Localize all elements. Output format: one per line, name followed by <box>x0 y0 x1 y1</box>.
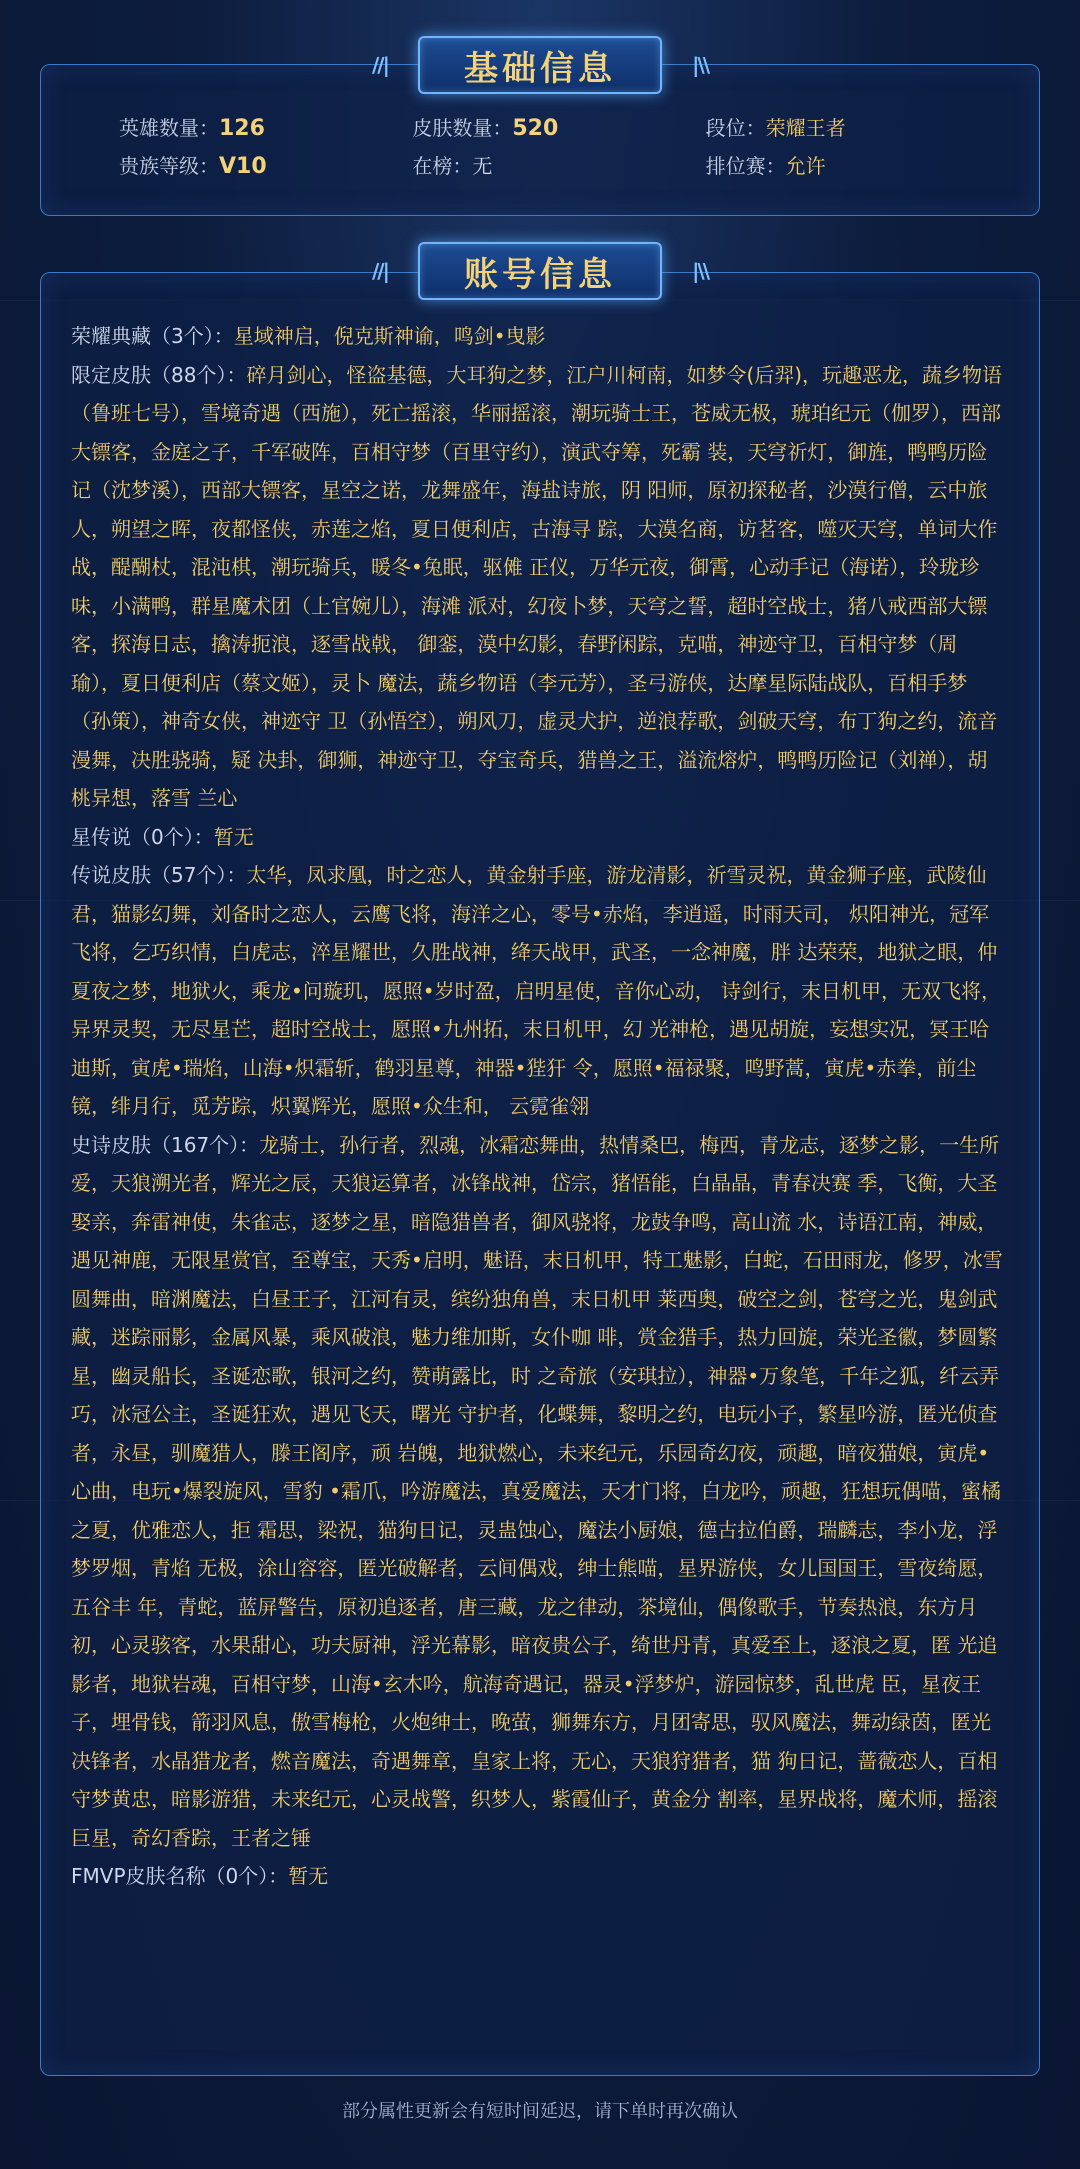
onlist-label: 在榜： <box>412 153 473 178</box>
skin-count-label: 皮肤数量： <box>412 115 513 140</box>
rank-value: 荣耀王者 <box>765 115 846 140</box>
star-legend <box>71 818 1006 857</box>
account-info-title <box>372 242 708 300</box>
limited-skins <box>71 356 1006 818</box>
hero-count <box>119 112 412 141</box>
glory-list: 星域神启，倪克斯神谕，鸣剑•曳影 <box>233 324 546 348</box>
fmvp-value: 暂无 <box>288 1864 329 1888</box>
account-info-title-text: 账号信息 <box>464 254 616 295</box>
limited-list: 碎月剑心，怪盗基德，大耳狗之梦，江户川柯南，如梦令(后羿)，玩趣恶龙，蔬乡物语（鲁班七号），雪境奇遇（西施），死亡摇滚，华丽摇滚，潮玩骑士王，苍威无极，琥珀纪元（伽罗），西部大镖客，金庭之子，千军破阵，百相守梦（百里守约），演武夺筹，死霸 装，天穹祈灯，御旌，鸭鸭历险记（沈梦溪），西部大镖客，星空之诺，龙舞盛年，海盐诗旅，阴 阳师，原初探秘者，沙漠行僧，云中旅人，朔望之晖，夜都怪侠，赤莲之焰，夏日便利店，古海寻 踪，大漠名商，访茗客，噬灭天穹，单词大作战，醍醐杖，混沌棋，潮玩骑兵，暖冬•兔眠，驱傩 正仪，万华元夜，御霄，心动手记（海诺），玲珑珍味，小满鸭，群星魔术团（上官婉儿），海滩 派对，幻夜卜梦，天穹之誓，超时空战士，猪八戒西部大镖客，探海日志，擒涛扼浪，逐雪战戟， 御銮，漠中幻影，春野闲踪，克喵，神迹守卫，百相守梦（周瑜），夏日便利店（蔡文姬），灵卜 魔法，蔬乡物语（李元芳），圣弓游侠，达摩星际陆战队，百相手梦（孙策），神奇女侠，神迹守 卫（孙悟空），朔风刀，虚灵犬护，逆浪荐歌，剑破天穹，布丁狗之约，流音漫舞，决胜骁骑，疑 决卦，御狮，神迹守卫，夺宝奇兵，猎兽之王，溢流熔炉，鸭鸭历险记（刘禅），胡桃异想，落雪 兰心 <box>71 362 1003 810</box>
glory-collection <box>71 317 1006 356</box>
legend-skins <box>71 856 1006 1126</box>
on-list <box>412 150 705 179</box>
rank-label: 段位： <box>705 115 766 140</box>
epic-skins <box>71 1126 1006 1858</box>
account-details <box>71 317 1006 1896</box>
onlist-value: 无 <box>472 153 493 178</box>
title-deco-right-icon: |\\ <box>692 53 708 77</box>
basic-info-grid <box>119 107 999 183</box>
ranked-match <box>706 150 999 179</box>
skin-count <box>412 112 705 141</box>
fmvp-label: FMVP皮肤名称（0个）： <box>71 1864 289 1888</box>
skin-count-value: 520 <box>512 115 559 141</box>
legend-label: 传说皮肤（57个）： <box>71 863 247 887</box>
glory-label: 荣耀典藏（3个）： <box>71 324 234 348</box>
account-info-panel <box>40 272 1040 2076</box>
legend-list: 太华，凤求凰，时之恋人，黄金射手座，游龙清影，祈雪灵祝，黄金狮子座，武陵仙君，猫影幻舞，刘备时之恋人，云鹰飞将，海洋之心，零号•赤焰，李逍遥，时雨天司， 炽阳神光，冠军飞将，乞巧织情，白虎志，淬星耀世，久胜战神，绛天战甲，武圣，一念神魔，胖 达荣荣，地狱之眼，仲夏夜之梦，地狱火，乘龙•问璇玑，愿照•岁时盈，启明星使，音你心动， 诗剑行，末日机甲，无双飞将，异界灵契，无尽星芒，超时空战士，愿照•九州拓，末日机甲，幻 光神枪，遇见胡旋，妄想实况，冥王哈迪斯，寅虎•瑞焰，山海•炽霜斩，鹤羽星尊，神器•狴犴 令，愿照•福禄聚，鸣野蒿，寅虎•赤拳，前尘镜，绯月行，觅芳踪，炽翼辉光，愿照•众生和， 云霓雀翎 <box>71 863 1001 1118</box>
epic-list: 龙骑士，孙行者，烈魂，冰霜恋舞曲，热情桑巴，梅西，青龙志，逐梦之影，一生所爱，天狼溯光者，辉光之辰，天狼运算者，冰锋战神，岱宗，猪悟能，白晶晶，青春决赛 季，飞衡，大圣娶亲，奔雷神使，朱雀志，逐梦之星，暗隐猎兽者，御风骁将，龙鼓争鸣，高山流 水，诗语江南，神威，遇见神鹿，无限星赏官，至尊宝，天秀•启明，魅语，末日机甲，特工魅影，白蛇，石田雨龙，修罗，冰雪圆舞曲，暗渊魔法，白昼王子，江河有灵，缤纷独角兽，末日机甲 莱西奥，破空之剑，苍穹之光，鬼剑武藏，迷踪丽影，金属风暴，乘风破浪，魅力维加斯，女仆咖 啡，赏金猎手，热力回旋，荣光圣徽，梦圆繁星，幽灵船长，圣诞恋歌，银河之约，赞萌露比，时 之奇旅（安琪拉），神器•万象笔，千年之狐，纤云弄巧，冰冠公主，圣诞狂欢，遇见飞天，曙光 守护者，化蝶舞，黎明之约，电玩小子，繁星吟游，匿光侦查者，永昼，驯魔猎人，滕王阁序，顽 岩魄，地狱燃心，未来纪元，乐园奇幻夜，顽趣，暗夜猫娘，寅虎•心曲，电玩•爆裂旋风，雪豹 •霜爪，吟游魔法，真爱魔法，天才门将，白龙吟，顽趣，狂想玩偶喵，蜜橘之夏，优雅恋人，拒 霜思，梁祝，猫狗日记，灵蛊蚀心，魔法小厨娘，德古拉伯爵，瑞麟志，李小龙，浮梦罗烟，青焰 无极，涂山容容，匿光破解者，云间偶戏，绅士熊喵，星界游侠，女儿国国王，雪夜绮愿，五谷丰 年，青蛇，蓝屏警告，原初追逐者，唐三藏，龙之律动，茶境仙，偶像歌手，节奏热浪，东方月初，心灵骇客，水果甜心，功夫厨神，浮光幕影，暗夜贵公子，绮世丹青，真爱至上，逐浪之夏，匿 光追影者，地狱岩魂，百相守梦，山海•玄木吟，航海奇遇记，器灵•浮梦炉，游园惊梦，乱世虎 臣，星夜王子，埋骨钱，箭羽风息，傲雪梅枪，火炮绅士，晚萤，狮舞东方，月团寄思，驭风魔法，舞动绿茵，匿光决锋者，水晶猎龙者，燃音魔法，奇遇舞章，皇家上将，无心，天狼狩猎者，猫 狗日记，蔷薇恋人，百相守梦黄忠，暗影游猎，未来纪元，心灵战警，织梦人，紫霞仙子，黄金分 割率，星界战将，魔术师，摇滚巨星，奇幻香踪，王者之锤 <box>71 1132 1003 1850</box>
noble-label: 贵族等级： <box>119 153 219 178</box>
ranked-label: 排位赛： <box>705 153 786 178</box>
title-deco-right-icon: |\\ <box>692 259 708 283</box>
title-deco-left-icon: //| <box>372 259 388 283</box>
title-deco-left-icon: //| <box>372 53 388 77</box>
basic-row-2 <box>119 145 999 183</box>
ranked-value: 允许 <box>785 153 826 178</box>
footer-note: 部分属性更新会有短时间延迟，请下单时再次确认 <box>342 2101 738 2122</box>
epic-label: 史诗皮肤（167个）： <box>71 1132 260 1157</box>
star-value: 暂无 <box>213 824 254 849</box>
hero-count-value: 126 <box>219 115 265 141</box>
noble-value: V10 <box>219 153 267 179</box>
basic-info-title-text: 基础信息 <box>464 48 616 89</box>
limited-label: 限定皮肤（88个）： <box>71 362 247 387</box>
star-label: 星传说（0个）： <box>71 824 214 849</box>
hero-count-label: 英雄数量： <box>119 115 219 140</box>
noble-level <box>119 150 412 179</box>
rank <box>706 112 999 141</box>
basic-row-1 <box>119 107 999 145</box>
basic-info-title <box>372 36 708 94</box>
fmvp-skins <box>71 1857 1006 1896</box>
